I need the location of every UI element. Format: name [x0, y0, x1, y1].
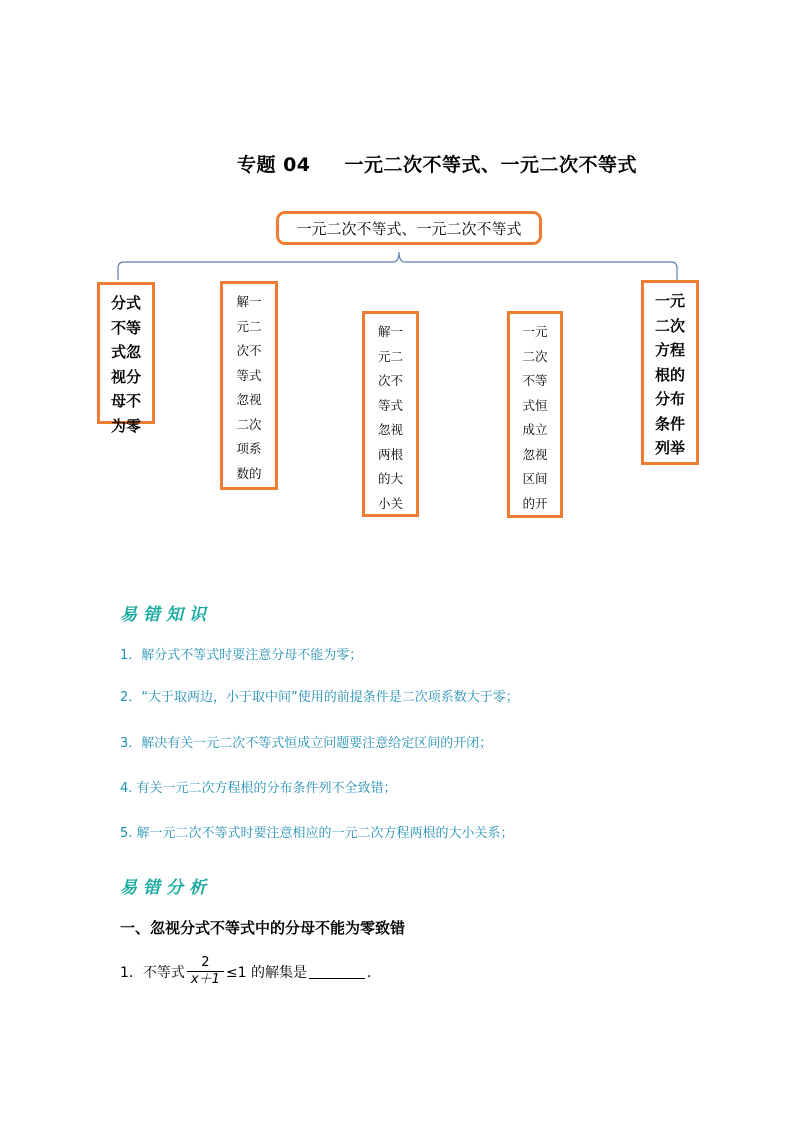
fraction-numerator: 2	[201, 955, 210, 970]
section-title-errors-analysis: 易错分析	[120, 878, 212, 898]
answer-blank[interactable]	[309, 964, 365, 979]
mindmap-brace	[0, 0, 794, 300]
node-label: 分式不等式忽视分母不为零	[110, 294, 141, 435]
node-label: 解一元二次不等式忽视二次项系数的	[236, 294, 262, 481]
section-title-errors-knowledge: 易错知识	[120, 605, 212, 625]
node-label: 解一元二次不等式忽视两根的大小关	[377, 324, 403, 511]
mindmap-node-3	[362, 311, 419, 517]
question-prefix: 1．不等式	[120, 964, 185, 981]
mindmap-node-1	[97, 282, 155, 435]
list-item: 5. 解一元二次不等式时要注意相应的一元二次方程两根的大小关系；	[120, 826, 514, 841]
question-1	[120, 955, 381, 988]
question-suffix: ．	[366, 964, 381, 981]
question-middle: ≤1 的解集是	[225, 964, 307, 981]
list-item: 2．“大于取两边，小于取中间”使用的前提条件是二次项系数大于零；	[120, 690, 519, 705]
title-number: 专题 04	[236, 154, 311, 176]
subsection-heading: 一、忽视分式不等式中的分母不能为零致错	[120, 919, 406, 937]
fraction	[187, 955, 224, 988]
list-item: 4. 有关一元二次方程根的分布条件列不全致错；	[120, 781, 397, 796]
title-text: 一元二次不等式、一元二次不等式	[344, 154, 638, 176]
node-label: 一元二次方程根的分布条件列举	[654, 292, 685, 457]
mindmap-node-4	[507, 311, 563, 518]
list-item: 3．解决有关一元二次不等式恒成立问题要注意给定区间的开闭；	[120, 736, 493, 751]
fraction-denominator: x＋1	[187, 971, 224, 988]
mindmap-root: 一元二次不等式、一元二次不等式	[276, 211, 542, 245]
mindmap-node-2	[220, 281, 278, 490]
node-label: 一元二次不等式恒成立忽视区间的开	[522, 324, 548, 511]
list-item: 1．解分式不等式时要注意分母不能为零；	[120, 648, 363, 663]
mindmap-node-5	[641, 280, 699, 465]
